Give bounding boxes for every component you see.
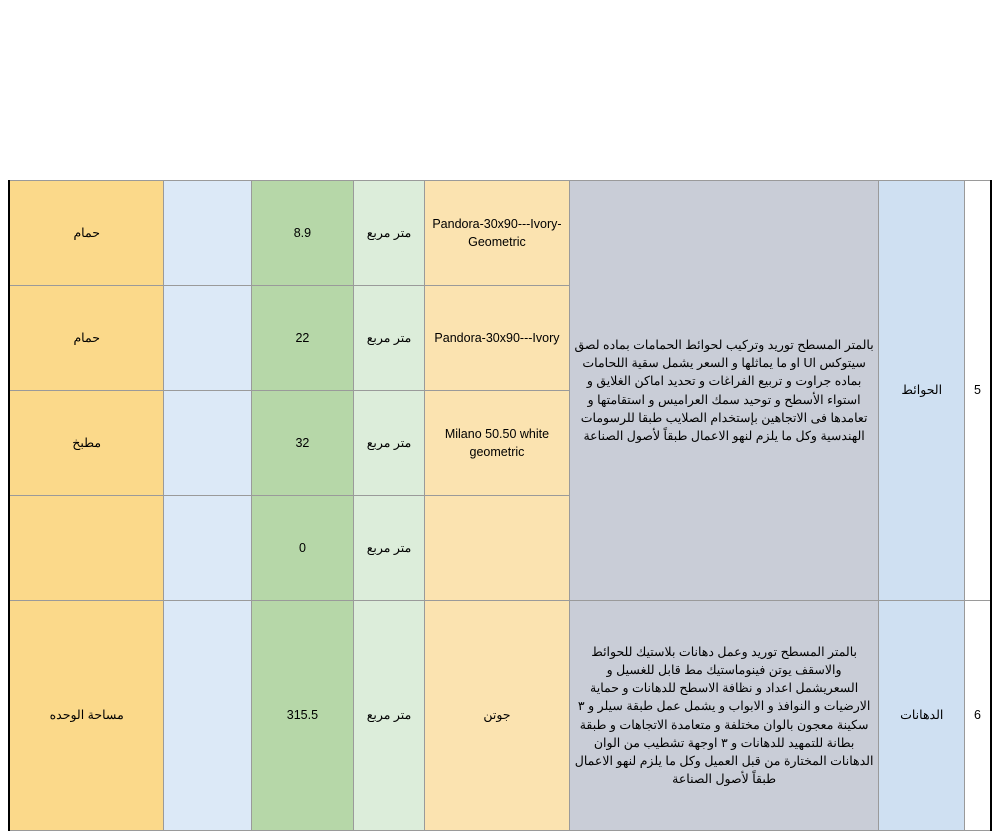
boq-table [8, 180, 992, 831]
row-index: 5 [965, 181, 991, 601]
empty-cell-price [164, 286, 252, 391]
table-row [9, 181, 991, 286]
item-name: Milano 50.50 white geometric [425, 391, 570, 496]
item-name [425, 496, 570, 601]
quantity-value: 32 [251, 391, 353, 496]
section-label: الحوائط [879, 181, 965, 601]
table-row [9, 601, 991, 831]
location-label: حمام [9, 181, 164, 286]
empty-cell-price [164, 601, 252, 831]
section-description: بالمتر المسطح توريد وتركيب لحوائط الحمامات بماده لصق سيتوكس اU او ما يماثلها و السعر يشمل سقية اللحامات بماده جراوت و تربيع الفراغات و تحديد اماكن الغلايق و استواء الأسطح و توحيد سمك العراميس و استقامتها و تعامدها فى الاتجاهين بإستخدام الصلايب طبقا للرسومات الهندسية وكل ما يلزم لنهو الاعمال طبقاً لأصول الصناعة [569, 181, 879, 601]
empty-cell-price [164, 391, 252, 496]
item-name: Pandora-30x90---Ivory [425, 286, 570, 391]
location-label: حمام [9, 286, 164, 391]
empty-cell-price [164, 496, 252, 601]
empty-cell-price [164, 181, 252, 286]
location-label [9, 496, 164, 601]
section-description: بالمتر المسطح توريد وعمل دهانات بلاستيك للحوائط والاسقف يوتن فينوماستيك مط قابل للغسيل و السعريشمل اعداد و نظافة الاسطح للدهانات و حماية الارضيات و النوافذ و الابواب و يشمل عمل طبقة سيلر و ٣ سكينة معجون بالوان مختلفة و متعامدة الاتجاهات و طبقة بطانة للتمهيد للدهانات و ٣ اوجهة تشطيب من الوان الدهانات المختارة من قبل العميل وكل ما يلزم لنهو الاعمال طبقاً لأصول الصناعة [569, 601, 879, 831]
unit-label: متر مربع [353, 496, 424, 601]
quantity-value: 22 [251, 286, 353, 391]
unit-label: متر مربع [353, 181, 424, 286]
quantity-value: 0 [251, 496, 353, 601]
unit-label: متر مربع [353, 286, 424, 391]
unit-label: متر مربع [353, 391, 424, 496]
item-name: جوتن [425, 601, 570, 831]
section-label: الدهانات [879, 601, 965, 831]
location-label: مساحة الوحده [9, 601, 164, 831]
row-index: 6 [965, 601, 991, 831]
item-name: Pandora-30x90---Ivory-Geometric [425, 181, 570, 286]
quantity-value: 315.5 [251, 601, 353, 831]
quantity-value: 8.9 [251, 181, 353, 286]
location-label: مطبخ [9, 391, 164, 496]
unit-label: متر مربع [353, 601, 424, 831]
